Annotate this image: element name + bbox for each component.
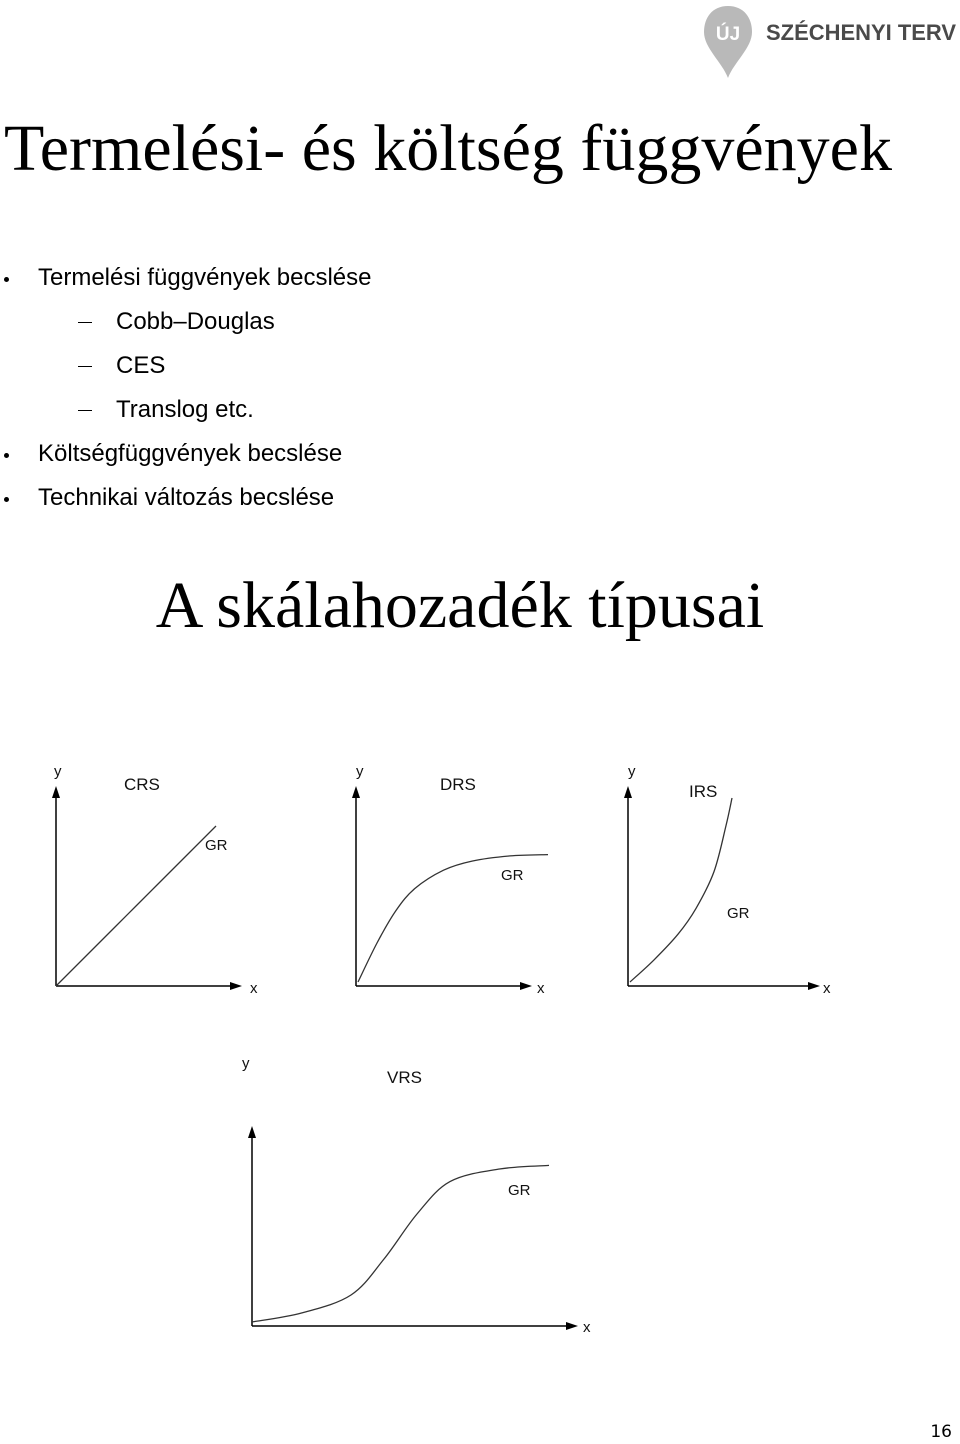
curve-gr: [56, 826, 216, 986]
bullet-item: [0, 256, 700, 300]
bullet-text: Költségfüggvények becslése: [38, 440, 343, 467]
chart-title: DRS: [440, 775, 476, 794]
bullet-list: [0, 256, 700, 520]
y-axis-label: y: [356, 763, 364, 780]
bullet-item: [0, 476, 700, 520]
sub-bullet-text: CES: [116, 352, 166, 379]
x-axis-label: x: [823, 980, 831, 997]
chart-title: CRS: [124, 775, 160, 794]
x-axis-arrow-icon: [566, 1322, 578, 1330]
sub-bullet-item: [0, 388, 700, 432]
chart-irs: [612, 750, 852, 1010]
chart-title: VRS: [387, 1068, 422, 1087]
x-axis-label: x: [537, 980, 545, 997]
y-axis-arrow-icon: [352, 786, 360, 798]
bullet-icon: [4, 453, 9, 458]
y-axis-label: y: [54, 763, 62, 780]
y-axis-label: y: [628, 763, 636, 780]
x-axis-arrow-icon: [520, 982, 532, 990]
curve-label: GR: [205, 837, 228, 854]
bullet-item: [0, 432, 700, 476]
curve-label: GR: [727, 905, 750, 922]
curve-label: GR: [508, 1182, 531, 1199]
y-axis-arrow-icon: [52, 786, 60, 798]
chart-drs: [340, 750, 580, 1010]
x-axis-label: x: [583, 1319, 591, 1336]
y-axis-label: y: [242, 1055, 250, 1072]
chart-vrs: [236, 1046, 616, 1346]
logo-text: SZÉCHENYI TERV: [766, 20, 956, 45]
page-number: 16: [930, 1422, 952, 1442]
section-title: A skálahozadék típusai: [155, 569, 765, 642]
bullet-icon: [4, 277, 9, 282]
bullet-icon: [4, 497, 9, 502]
dash-icon: [78, 322, 92, 323]
bullet-text: Termelési függvények becslése: [38, 264, 372, 291]
curve-label: GR: [501, 867, 524, 884]
curve-gr: [630, 798, 732, 982]
page-title: Termelési- és költség függvények: [4, 112, 892, 185]
x-axis-label: x: [250, 980, 258, 997]
sub-bullet-item: [0, 300, 700, 344]
y-axis-arrow-icon: [624, 786, 632, 798]
dash-icon: [78, 366, 92, 367]
sub-bullet-text: Cobb–Douglas: [116, 308, 275, 335]
chart-title: IRS: [689, 782, 718, 801]
chart-crs: [40, 750, 280, 1010]
sub-bullet-item: [0, 344, 700, 388]
x-axis-arrow-icon: [808, 982, 820, 990]
sub-bullet-text: Translog etc.: [116, 396, 254, 423]
x-axis-arrow-icon: [230, 982, 242, 990]
y-axis-arrow-icon: [248, 1126, 256, 1138]
curve-gr: [252, 1165, 549, 1322]
dash-icon: [78, 410, 92, 411]
szechenyi-terv-logo: [700, 0, 960, 82]
bullet-text: Technikai változás becslése: [38, 484, 335, 511]
logo-pin-text: ÚJ: [715, 24, 741, 45]
